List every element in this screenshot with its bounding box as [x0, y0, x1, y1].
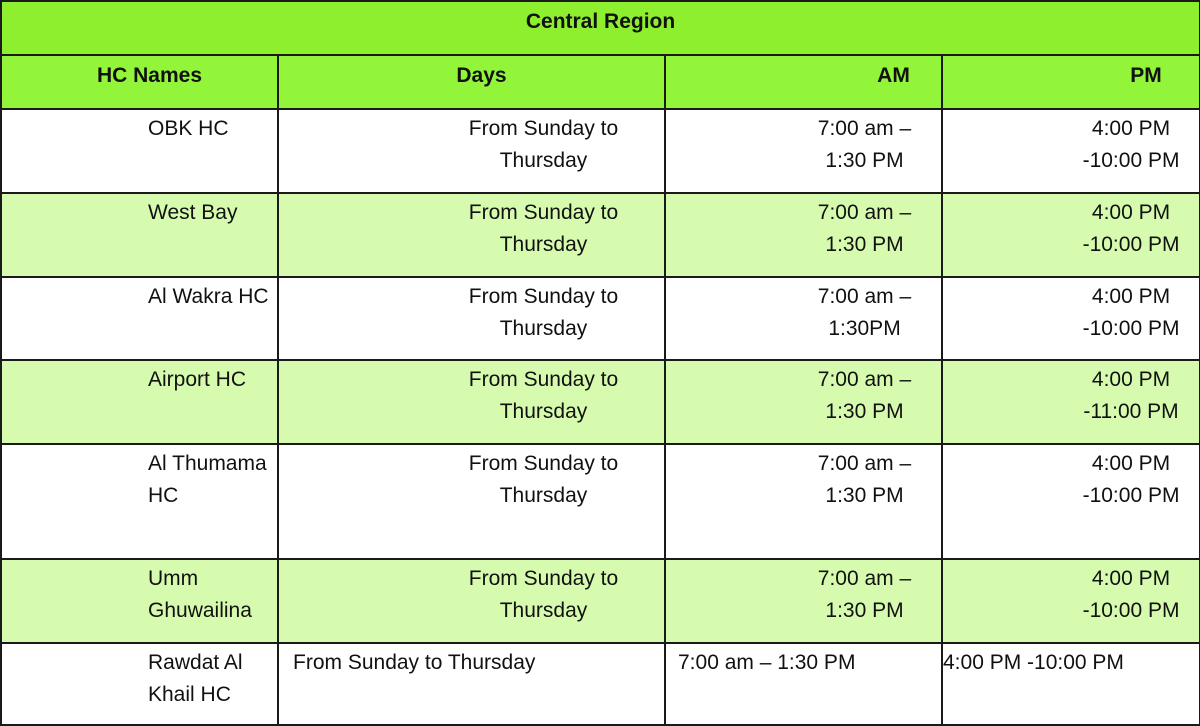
- table-row: [1, 559, 1200, 643]
- hc-name-cell: Al Wakra HC: [1, 277, 278, 360]
- pm-hours-cell: 4:00 PM -10:00 PM: [942, 109, 1200, 193]
- table-title-row: [1, 1, 1200, 55]
- pm-hours-cell: 4:00 PM -10:00 PM: [942, 559, 1200, 643]
- table-row: [1, 277, 1200, 360]
- table-row: [1, 109, 1200, 193]
- pm-hours-cell: 4:00 PM -10:00 PM: [942, 193, 1200, 277]
- column-header-am: AM: [665, 55, 942, 109]
- table-row: [1, 360, 1200, 444]
- table-row: [1, 444, 1200, 559]
- pm-hours-cell: 4:00 PM -10:00 PM: [942, 444, 1200, 559]
- table-row: [1, 643, 1200, 725]
- am-hours-cell: 7:00 am – 1:30 PM: [665, 444, 942, 559]
- am-hours-cell: 7:00 am – 1:30 PM: [665, 643, 942, 725]
- hc-name-cell: Rawdat Al Khail HC: [1, 643, 278, 725]
- hc-name-cell: Umm Ghuwailina: [1, 559, 278, 643]
- days-cell: From Sunday to Thursday: [278, 109, 665, 193]
- am-hours-cell: 7:00 am – 1:30 PM: [665, 193, 942, 277]
- am-hours-cell: 7:00 am – 1:30 PM: [665, 360, 942, 444]
- days-cell: From Sunday to Thursday: [278, 277, 665, 360]
- hc-name-cell: Al Thumama HC: [1, 444, 278, 559]
- table-row: [1, 193, 1200, 277]
- column-header-days: Days: [278, 55, 665, 109]
- days-cell: From Sunday to Thursday: [278, 559, 665, 643]
- pm-hours-cell: 4:00 PM -11:00 PM: [942, 360, 1200, 444]
- column-header-row: [1, 55, 1200, 109]
- am-hours-cell: 7:00 am – 1:30PM: [665, 277, 942, 360]
- column-header-pm: PM: [942, 55, 1200, 109]
- days-cell: From Sunday to Thursday: [278, 643, 665, 725]
- am-hours-cell: 7:00 am – 1:30 PM: [665, 559, 942, 643]
- days-cell: From Sunday to Thursday: [278, 193, 665, 277]
- am-hours-cell: 7:00 am – 1:30 PM: [665, 109, 942, 193]
- hc-name-cell: West Bay: [1, 193, 278, 277]
- column-header-hc-names: HC Names: [1, 55, 278, 109]
- days-cell: From Sunday to Thursday: [278, 444, 665, 559]
- days-cell: From Sunday to Thursday: [278, 360, 665, 444]
- pm-hours-cell: 4:00 PM -10:00 PM: [942, 277, 1200, 360]
- hc-name-cell: OBK HC: [1, 109, 278, 193]
- table-title: Central Region: [1, 1, 1200, 55]
- pm-hours-cell: 4:00 PM -10:00 PM: [942, 643, 1200, 725]
- hc-name-cell: Airport HC: [1, 360, 278, 444]
